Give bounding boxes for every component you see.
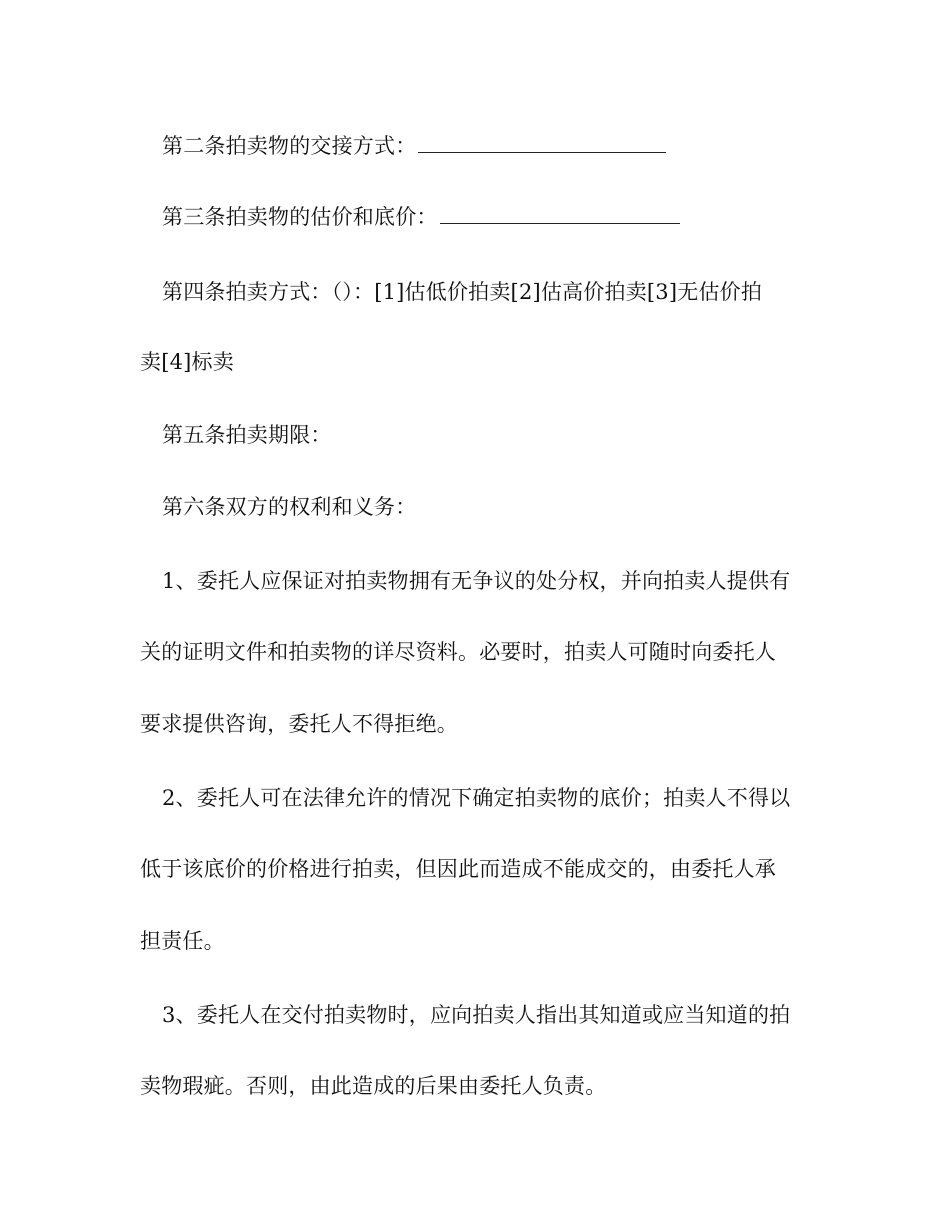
clause-2-text: 第二条拍卖物的交接方式： [162,134,417,158]
fill-in-blank [418,134,666,153]
clause-3-text: 第三条拍卖物的估价和底价： [162,205,438,229]
clause-2-delivery [162,131,842,161]
item-3-line-1: 3、委托人在交付拍卖物时，应向拍卖人指出其知道或应当知道的拍 [162,1003,791,1027]
item-2-line-1: 2、委托人可在法律允许的情况下确定拍卖物的底价；拍卖人不得以 [162,786,791,810]
item-2-line-2: 低于该底价的价格进行拍卖，但因此而造成不能成交的，由委托人承 [140,857,776,881]
clause-5-period: 第五条拍卖期限： [162,423,332,447]
item-1-line-2: 关的证明文件和拍卖物的详尽资料。必要时，拍卖人可随时向委托人 [140,640,776,664]
clause-4-line-1: 第四条拍卖方式：（）：[1]估低价拍卖[2]估高价拍卖[3]无估价拍 [162,280,763,304]
item-2-line-3: 担责任。 [140,929,225,953]
item-1-line-1: 1、委托人应保证对拍卖物拥有无争议的处分权，并向拍卖人提供有 [162,569,791,593]
fill-in-blank [440,205,680,224]
clause-4-line-2: 卖[4]标卖 [140,350,234,374]
clause-6-heading: 第六条双方的权利和义务： [162,495,417,519]
item-3-line-2: 卖物瑕疵。否则，由此造成的后果由委托人负责。 [140,1074,607,1098]
clause-3-valuation [162,202,842,232]
item-1-line-3: 要求提供咨询，委托人不得拒绝。 [140,712,458,736]
